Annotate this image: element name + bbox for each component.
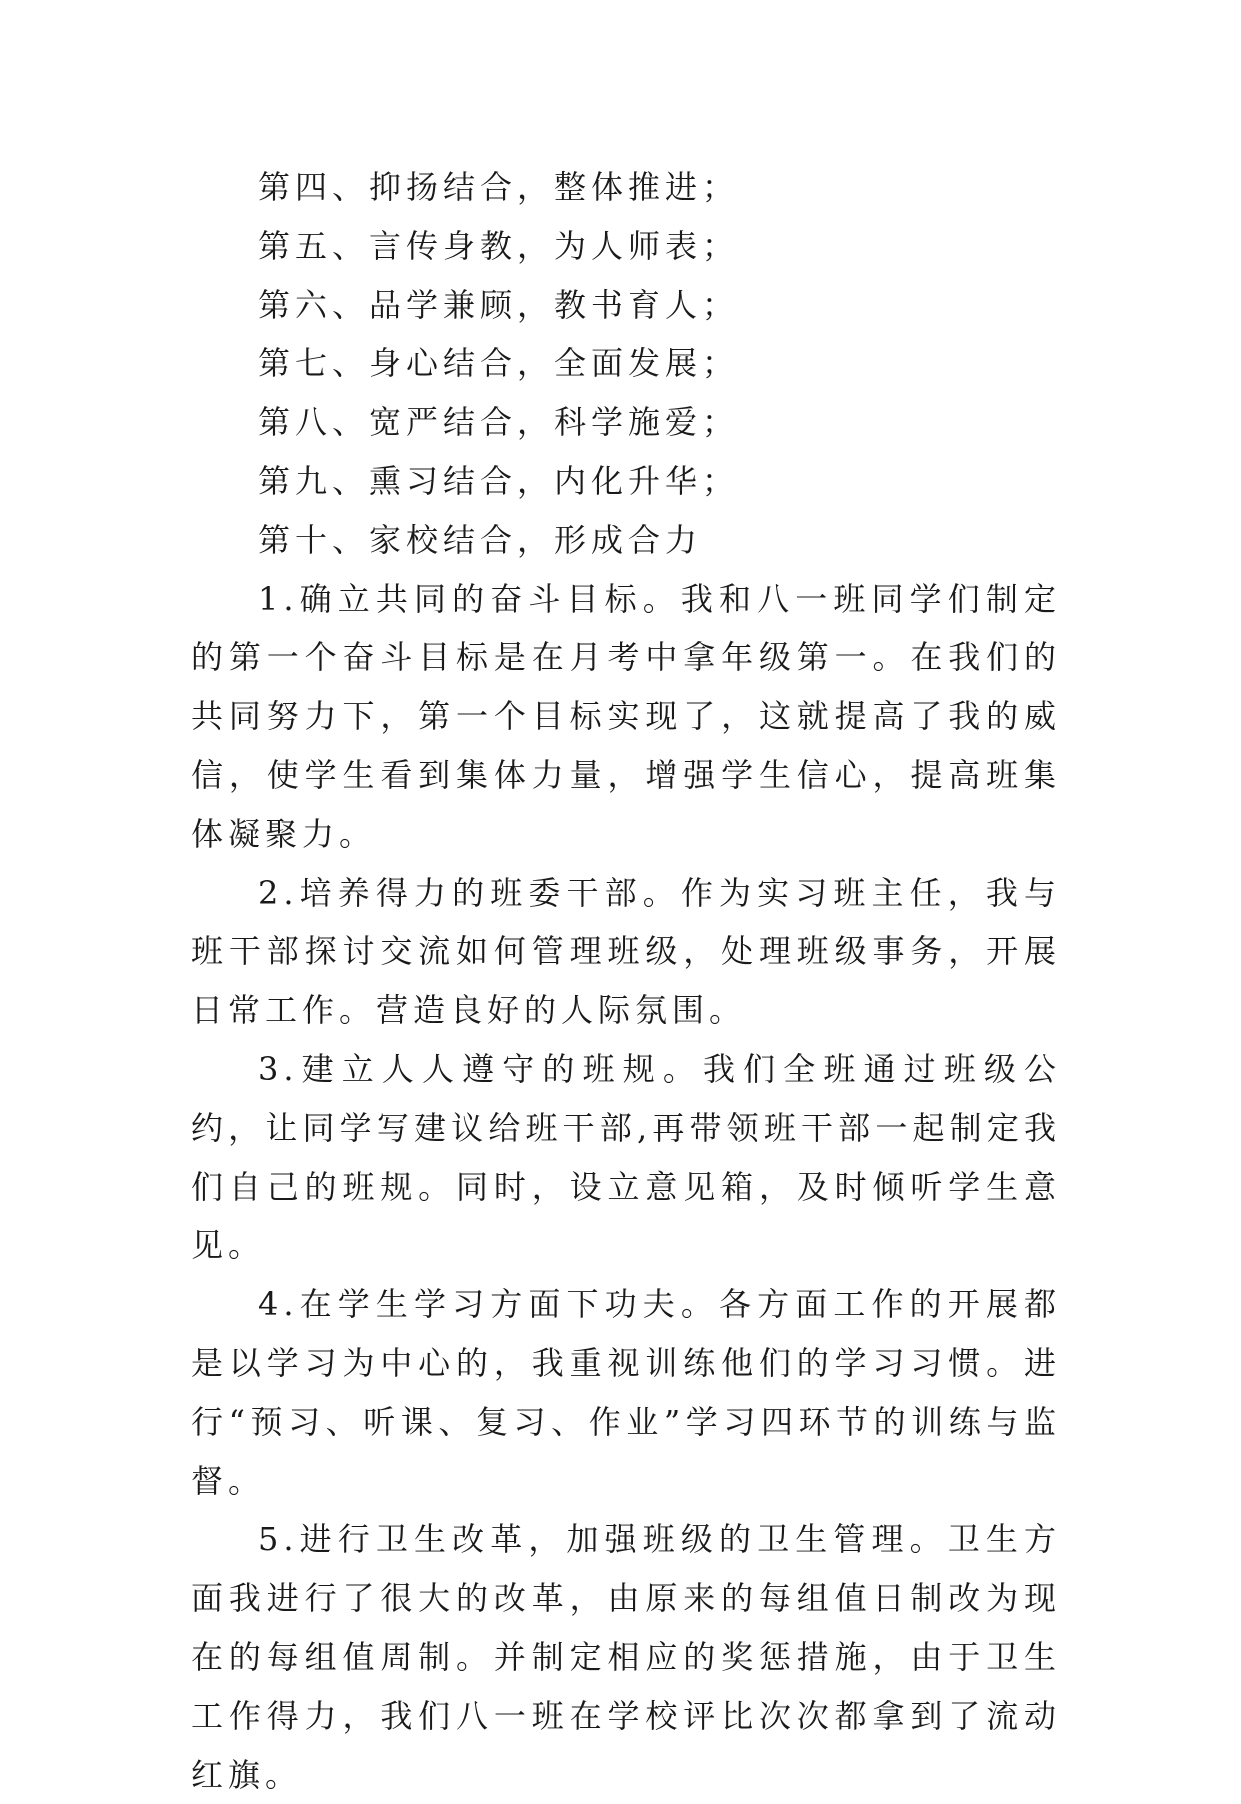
principle-line: 第九、熏习结合，内化升华； [258, 461, 740, 500]
paragraph-hygiene: 5.进行卫生改革，加强班级的卫生管理。卫生方面我进行了很大的改革，由原来的每组值日制改为现在的每组值周制。并制定相应的奖惩措施，由于卫生工作得力，我们八一班在学校评比次次都拿到了流动红旗。 [191, 1520, 1061, 1794]
document-body [191, 158, 1061, 1804]
principle-line: 第八、宽严结合，科学施爱； [258, 403, 740, 442]
principle-line: 第五、言传身教，为人师表； [258, 226, 740, 265]
paragraph-class-committee: 2.培养得力的班委干部。作为实习班主任，我与班干部探讨交流如何管理班级，处理班级事务，开展日常工作。营造良好的人际氛围。 [191, 873, 1061, 1030]
paragraph-goal: 1.确立共同的奋斗目标。我和八一班同学们制定的第一个奋斗目标是在月考中拿年级第一。在我们的共同努力下，第一个目标实现了，这就提高了我的威信，使学生看到集体力量，增强学生信心，提高班集体凝聚力。 [191, 579, 1061, 853]
paragraph-class-rules: 3.建立人人遵守的班规。我们全班通过班级公约，让同学写建议给班干部,再带领班干部一起制定我们自己的班规。同时，设立意见箱，及时倾听学生意见。 [191, 1049, 1061, 1265]
principle-line: 第四、抑扬结合，整体推进； [258, 168, 740, 206]
paragraph-study: 4.在学生学习方面下功夫。各方面工作的开展都是以学习为中心的，我重视训练他们的学习习惯。进行“预习、听课、复习、作业”学习四环节的训练与监督。 [191, 1285, 1061, 1500]
principle-line: 第七、身心结合，全面发展； [258, 344, 740, 383]
principle-line: 第十、家校结合，形成合力 [258, 520, 703, 559]
principle-line: 第六、品学兼顾，教书育人； [258, 285, 740, 324]
